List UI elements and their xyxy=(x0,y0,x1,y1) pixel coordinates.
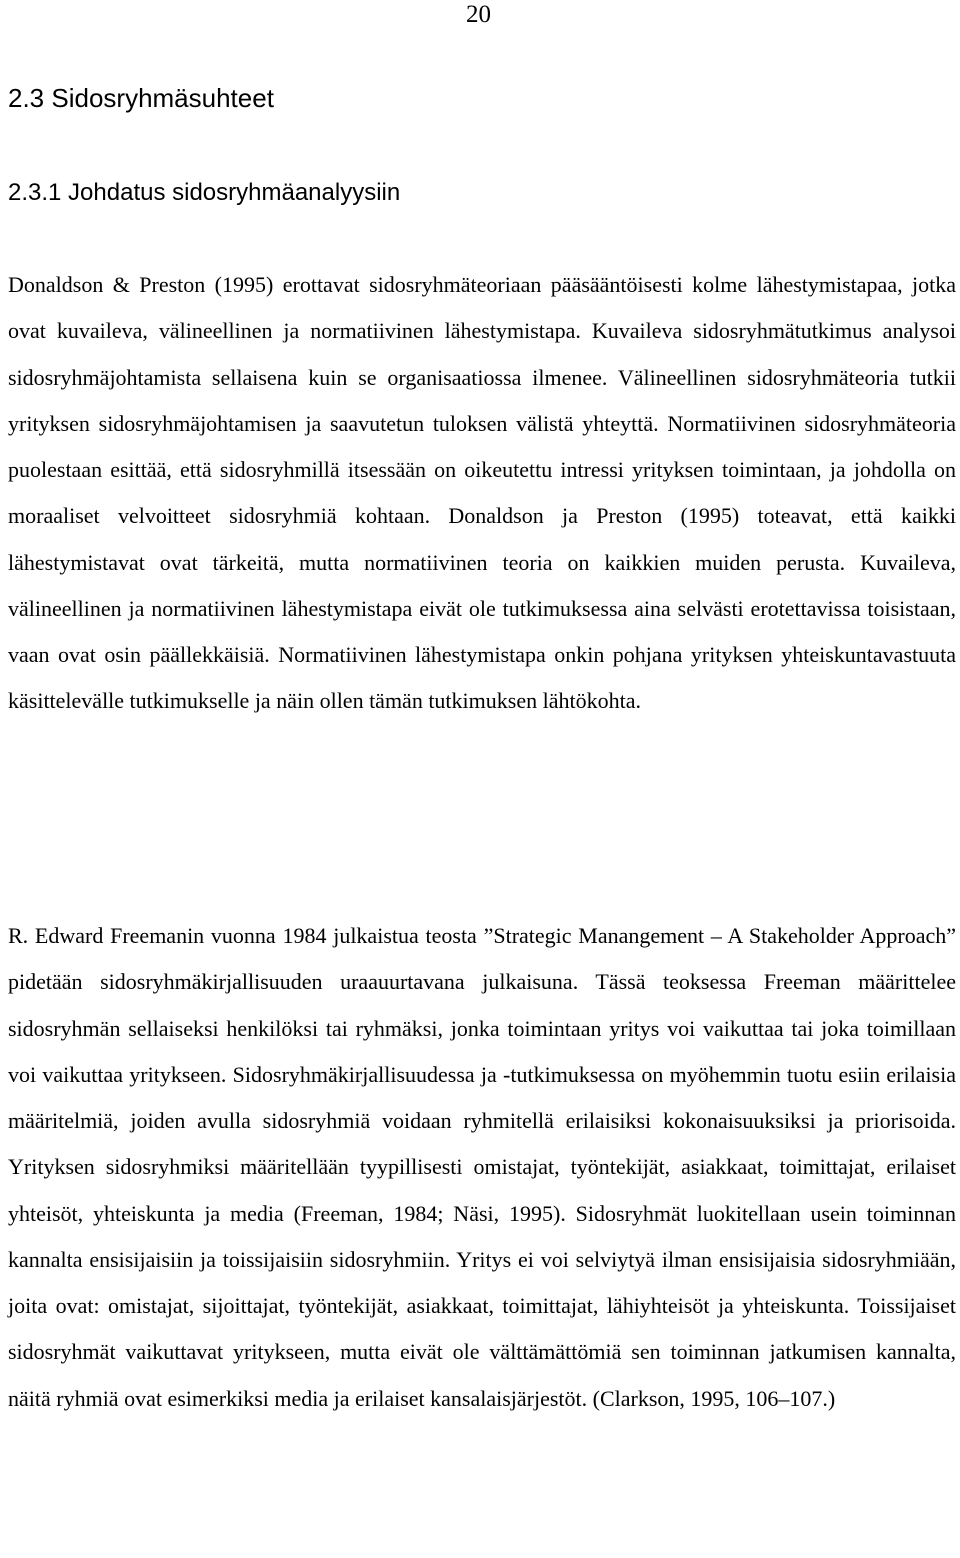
subsection-heading: 2.3.1 Johdatus sidosryhmäanalyysiin xyxy=(8,179,401,206)
body-paragraph-1: Donaldson & Preston (1995) erottavat sidosryhmäteoriaan pääsääntöisesti kolme lähestymistapaa, jotka ovat kuvaileva, välineellinen ja normatiivinen lähestymistapa. Kuvaileva sidosryhmätutkimus analysoi sidosryhmäjohtamista sellaisena kuin se organisaatiossa ilmenee. Välineellinen sidosryhmäteoria tutkii yrityksen sidosryhmäjohtamisen ja saavutetun tuloksen välistä yhteyttä. Normatiivinen sidosryhmäteoria puolestaan esittää, että sidosryhmillä itsessään on oikeutettu intressi yrityksen toimintaan, ja johdolla on moraaliset velvoitteet sidosryhmiä kohtaan. Donaldson ja Preston (1995) toteavat, että kaikki lähestymistavat ovat tärkeitä, mutta normatiivinen teoria on kaikkien muiden perusta. Kuvaileva, välineellinen ja normatiivinen lähestymistapa eivät ole tutkimuksessa aina selvästi erotettavissa toisistaan, vaan ovat osin päällekkäisiä. Normatiivinen lähestymistapa onkin pohjana yrityksen yhteiskuntavastuuta käsittelevälle tutkimukselle ja näin ollen tämän tutkimuksen lähtökohta. xyxy=(8,272,956,714)
body-paragraph-2: R. Edward Freemanin vuonna 1984 julkaistua teosta ”Strategic Manangement – A Stakeholder Approach” pidetään sidosryhmäkirjallisuuden uraauurtavana julkaisuna. Tässä teoksessa Freeman määrittelee sidosryhmän sellaiseksi henkilöksi tai ryhmäksi, jonka toimintaan yritys voi vaikuttaa tai joka toimillaan voi vaikuttaa yritykseen. Sidosryhmäkirjallisuudessa ja -tutkimuksessa on myöhemmin tuotu esiin erilaisia määritelmiä, joiden avulla sidosryhmiä voidaan ryhmitellä erilaisiksi kokonaisuuksiksi ja priorisoida. Yrityksen sidosryhmiksi määritellään tyypillisesti omistajat, työntekijät, asiakkaat, toimittajat, erilaiset yhteisöt, yhteiskunta ja media (Freeman, 1984; Näsi, 1995). Sidosryhmät luokitellaan usein toiminnan kannalta ensisijaisiin ja toissijaisiin sidosryhmiin. Yritys ei voi selviytyä ilman ensisijaisia sidosryhmiään, joita ovat: omistajat, sijoittajat, työntekijät, asiakkaat, toimittajat, lähiyhteisöt ja yhteiskunta. Toissijaiset sidosryhmät vaikuttavat yritykseen, mutta eivät ole välttämättömiä sen toiminnan jatkumisen kannalta, näitä ryhmiä ovat esimerkiksi media ja erilaiset kansalaisjärjestöt. (Clarkson, 1995, 106–107.) xyxy=(8,923,956,1411)
section-heading: 2.3 Sidosryhmäsuhteet xyxy=(8,83,274,113)
page-number: 20 xyxy=(466,1,491,28)
